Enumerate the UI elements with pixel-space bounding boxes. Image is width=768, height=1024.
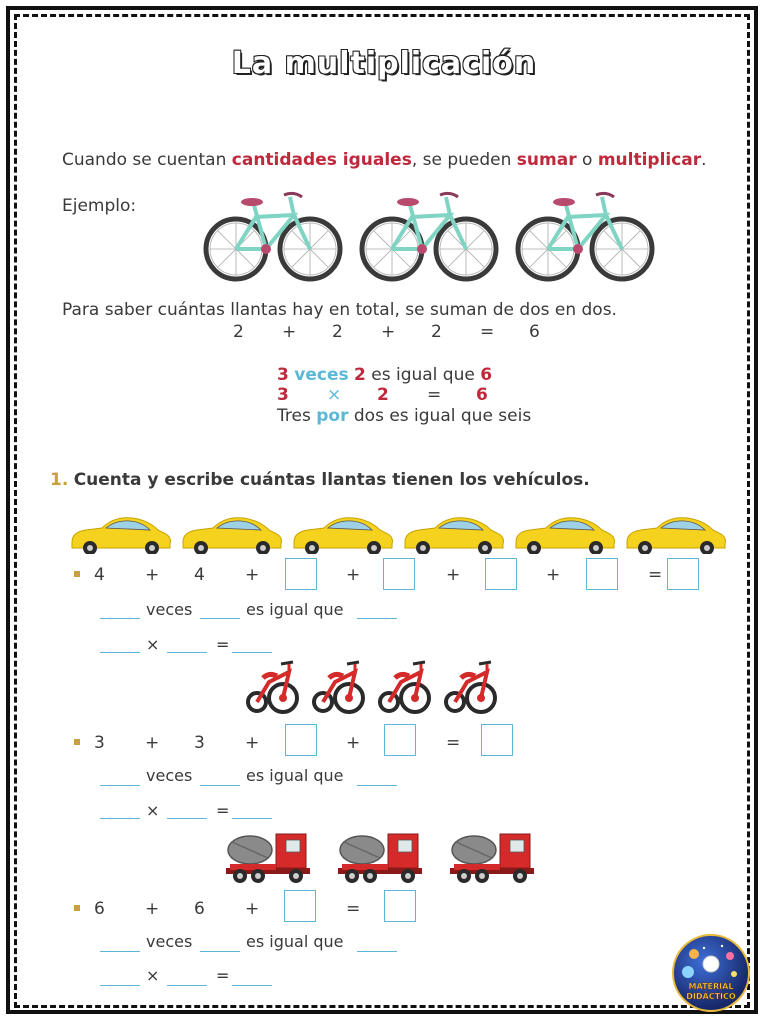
cars-plus-1: + [145,565,160,585]
intro-part-3: o [576,150,598,170]
trikes-term-1: 3 [94,733,105,753]
rule-por: por [316,406,349,426]
cars-plus-3: + [346,565,361,585]
sum-result: 6 [529,322,540,342]
car-5 [516,518,615,554]
sum-plus-2: + [381,322,396,342]
car-2 [183,518,282,554]
intro-highlight-multiply: multiplicar [597,150,702,170]
cars-blank-result[interactable] [357,618,397,619]
cars-illustration [68,510,734,554]
trucks-illustration [222,824,542,886]
rule-n1: 3 [277,365,289,385]
cars-blank-group[interactable] [200,618,240,619]
intro-highlight-add: sumar [516,150,577,170]
trikes-blank-mult-2[interactable] [167,818,207,819]
bullet-cars [74,571,80,577]
rule-m3: 6 [476,385,488,405]
rule-m1: 3 [277,385,289,405]
rule-veces: veces [294,365,349,385]
sum-term-2: 2 [332,322,343,342]
trucks-answer-box-1[interactable] [284,890,316,922]
trucks-equal-label: es igual que [246,932,344,951]
logo-text-line-1: MATERIAL [688,982,734,991]
trucks-equals: = [346,899,361,919]
rule-eq: = [427,385,442,405]
cars-equals: = [648,565,663,585]
bullet-trucks [74,905,80,911]
intro-sentence [62,150,707,170]
rule-m2: 2 [377,385,389,405]
bullet-trikes [74,739,80,745]
truck-2 [338,834,422,883]
exercise-number: 1. [50,470,69,490]
cars-blank-mult-1[interactable] [100,652,140,653]
intro-part-4: . [701,150,707,170]
trikes-term-2: 3 [194,733,205,753]
trucks-blank-times[interactable] [100,951,140,952]
cars-answer-box-1[interactable] [285,558,317,590]
cars-times-sign: × [146,635,160,654]
sum-term-3: 2 [431,322,442,342]
rule-middle-text: es igual que [371,365,475,385]
cars-equal-label: es igual que [246,600,344,619]
cars-term-1: 4 [94,565,105,585]
trucks-blank-mult-1[interactable] [100,985,140,986]
trikes-answer-box-2[interactable] [384,724,416,756]
intro-part-2: , se pueden [411,150,517,170]
material-didactico-logo [672,934,750,1012]
sum-plus-1: + [282,322,297,342]
cars-answer-box-2[interactable] [383,558,415,590]
truck-1 [226,834,310,883]
trucks-term-2: 6 [194,899,205,919]
truck-3 [450,834,534,883]
tricycles-illustration [243,656,505,716]
trucks-blank-mult-result[interactable] [232,985,272,986]
bicycle-1 [206,193,340,279]
trucks-eq-sign: = [216,966,230,985]
sum-equals: = [480,322,495,342]
rule-n2: 2 [354,365,366,385]
example-label: Ejemplo: [62,196,137,216]
trikes-answer-box-total[interactable] [481,724,513,756]
bicycles-illustration [200,185,660,285]
tricycle-4 [446,662,495,712]
rule-words-2: dos es igual que seis [348,406,532,426]
cars-veces-label: veces [146,600,193,619]
cars-term-2: 4 [194,565,205,585]
cars-answer-box-4[interactable] [586,558,618,590]
trikes-blank-result[interactable] [357,785,397,786]
explanation-text: Para saber cuántas llantas hay en total, se suman de dos en dos. [62,300,617,320]
trikes-times-sign: × [146,801,160,820]
trikes-blank-mult-result[interactable] [232,818,272,819]
cars-blank-mult-result[interactable] [232,652,272,653]
trucks-times-sign: × [146,966,160,985]
trikes-blank-times[interactable] [100,785,140,786]
cars-plus-2: + [245,565,260,585]
trikes-equal-label: es igual que [246,766,344,785]
cars-blank-mult-2[interactable] [167,652,207,653]
cars-answer-box-total[interactable] [667,558,699,590]
page-title: La multiplicación [231,46,537,81]
rule-n3: 6 [480,365,493,385]
car-3 [294,518,393,554]
sum-term-1: 2 [233,322,244,342]
trikes-equals: = [446,733,461,753]
cars-blank-times[interactable] [100,618,140,619]
cars-eq-sign: = [216,635,230,654]
intro-part-1: Cuando se cuentan [62,150,232,170]
bicycle-3 [518,193,652,279]
car-1 [72,518,171,554]
trikes-veces-label: veces [146,766,193,785]
exercise-heading [50,470,590,490]
trikes-plus-1: + [145,733,160,753]
exercise-instruction: Cuenta y escribe cuántas llantas tienen los vehículos. [73,470,590,490]
bicycle-2 [362,193,496,279]
trucks-veces-label: veces [146,932,193,951]
tricycle-2 [314,662,363,712]
trucks-blank-result[interactable] [357,951,397,952]
trikes-blank-group[interactable] [200,785,240,786]
trucks-term-1: 6 [94,899,105,919]
trucks-plus-1: + [145,899,160,919]
trikes-plus-3: + [346,733,361,753]
cars-answer-box-3[interactable] [485,558,517,590]
trucks-blank-group[interactable] [200,951,240,952]
trikes-plus-2: + [245,733,260,753]
car-6 [627,518,726,554]
rule-line-3 [277,406,531,426]
rule-line-1 [277,365,492,385]
trucks-blank-mult-2[interactable] [167,985,207,986]
trucks-answer-box-total[interactable] [384,890,416,922]
rule-times: × [327,385,342,405]
cars-plus-5: + [546,565,561,585]
car-4 [405,518,504,554]
tricycle-3 [380,662,429,712]
trikes-answer-box-1[interactable] [285,724,317,756]
cars-plus-4: + [446,565,461,585]
trucks-plus-2: + [245,899,260,919]
trikes-eq-sign: = [216,801,230,820]
logo-text-line-2: DIDÁCTICO [686,992,736,1001]
trikes-blank-mult-1[interactable] [100,818,140,819]
intro-highlight-equal-quantities: cantidades iguales [231,150,412,170]
tricycle-1 [248,662,297,712]
rule-words-1: Tres [277,406,317,426]
